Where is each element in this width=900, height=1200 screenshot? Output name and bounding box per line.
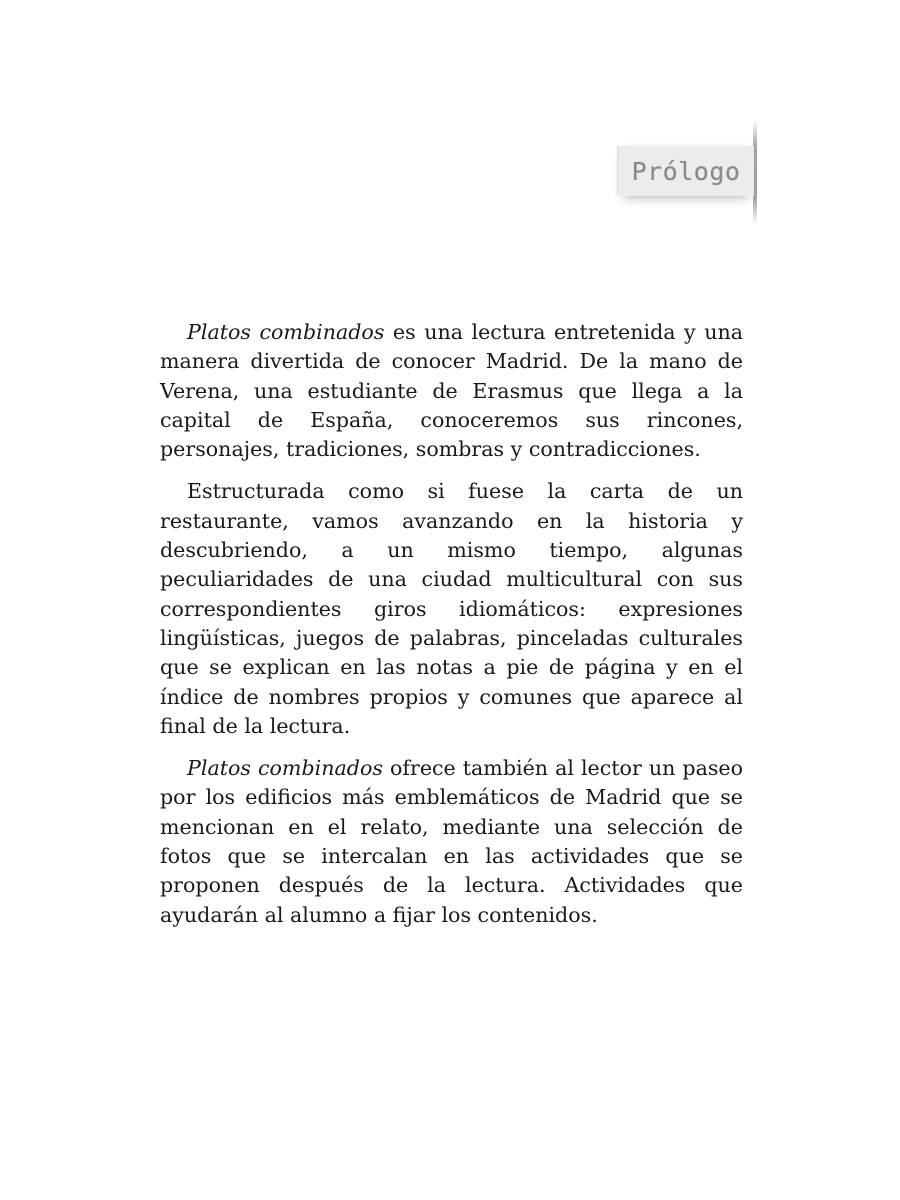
prologue-body: [160, 318, 743, 943]
paragraph: [160, 754, 743, 930]
paragraph-text: Estructurada como si fuese la carta de un restaurante, vamos avanzando en la historia y descubriendo, a un mismo tiempo, algunas peculiaridades de una ciudad multicultural con sus correspondientes giros idiomáticos: expresiones lingüísticas, juegos de palabras, pinceladas culturales que se explican en las notas a pie de página y en el índice de nombres propios y comunes que aparece al final de la lectura.: [160, 479, 743, 738]
book-title-italic: Platos combinados: [187, 756, 383, 781]
paragraph-text: es una lectura entretenida y una manera divertida de conocer Madrid. De la mano de Verena, una estudiante de Erasmus que llega a la capital de España, conoceremos sus rincones, personajes, tradiciones, sombras y contradicciones.: [160, 320, 743, 462]
book-title-italic: Platos combinados: [187, 320, 385, 344]
paragraph-text: ofrece también al lector un paseo por los edificios más emblemáticos de Madrid que se mencionan en el relato, mediante una selección de fotos que se intercalan en las actividades que se proponen después de la lectura. Actividades que ayudarán al alumno a fijar los contenidos.: [160, 756, 743, 927]
chapter-title: Prólogo: [631, 156, 741, 186]
paragraph: [160, 477, 743, 741]
paragraph: [160, 318, 743, 464]
chapter-tab: [617, 146, 754, 196]
